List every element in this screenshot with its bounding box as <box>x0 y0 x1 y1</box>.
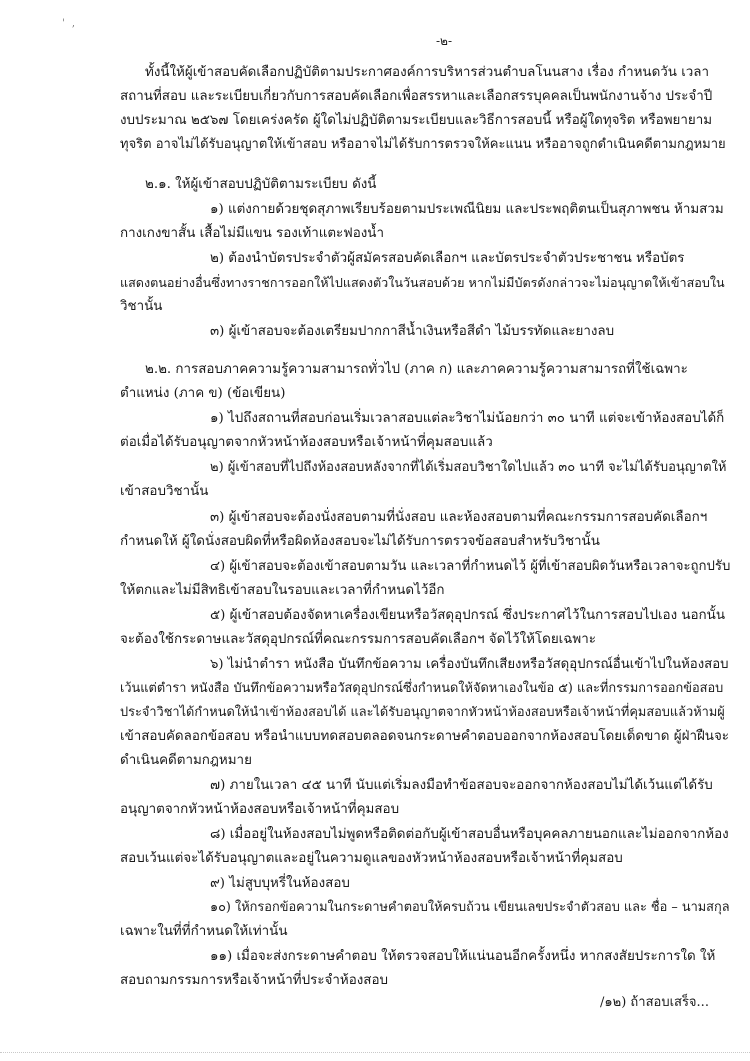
s22-line-15: ดำเนินคดีตามกฎหมาย <box>120 753 252 768</box>
s22-line-18: ๘) เมื่ออยู่ในห้องสอบไม่พูดหรือติดต่อกับผู้เข้าสอบอื่นหรือบุคคลภายนอกและไม่ออกจากห้อง <box>210 827 729 842</box>
s22-line-20: ๙) ไม่สูบบุหรี่ในห้องสอบ <box>210 876 350 891</box>
s22-line-12: เว้นแต่ตำรา หนังสือ บันทึกข้อความหรือวัสดุอุปกรณ์ซึ่งกำหนดให้จัดหาเองในข้อ ๕) และที่กรรมการออกข้อสอบ <box>120 681 724 696</box>
s22-line-22: เฉพาะในที่ที่กำหนดให้เท่านั้น <box>120 924 288 939</box>
s22-line-6: กำหนดให้ ผู้ใดนั่งสอบผิดที่หรือผิดห้องสอบจะไม่ได้รับการตรวจข้อสอบสำหรับวิชานั้น <box>120 534 600 549</box>
section-2-1-heading: ๒.๑. ให้ผู้เข้าสอบปฏิบัติตามระเบียบ ดังนี้ <box>145 177 377 192</box>
s22-line-14: เข้าสอบคัดลอกข้อสอบ หรือนำแบบทดสอบตลอดจนกระดาษคำตอบออกจากห้องสอบโดยเด็ดขาด ผู้ฝ่าฝืนจะ <box>120 729 729 744</box>
s22-line-21: ๑๐) ให้กรอกข้อความในกระดาษคำตอบให้ครบถ้วน เขียนเลขประจำตัวสอบ และ ชื่อ – นามสกุล <box>210 900 730 915</box>
s22-line-13: ประจำวิชาได้กำหนดให้นำเข้าห้องสอบได้ และได้รับอนุญาตจากหัวหน้าห้องสอบหรือเจ้าหน้าที่คุมสอบแล้วห้ามผู้ <box>120 705 725 720</box>
s22-line-24: สอบถามกรรมการหรือเจ้าหน้าที่ประจำห้องสอบ <box>120 973 389 988</box>
s22-line-19: สอบเว้นแต่จะได้รับอนุญาตและอยู่ในความดูแลของหัวหน้าห้องสอบหรือเจ้าหน้าที่คุมสอบ <box>120 851 623 866</box>
s21-item-2-line-1: ๒) ต้องนำบัตรประจำตัวผู้สมัครสอบคัดเลือกฯ และบัตรประจำตัวประชาชน หรือบัตร <box>210 251 685 266</box>
bottom-divider <box>0 1052 750 1053</box>
s22-line-7: ๔) ผู้เข้าสอบจะต้องเข้าสอบตามวัน และเวลาที่กำหนดไว้ ผู้ที่เข้าสอบผิดวันหรือเวลาจะถูกปรับ <box>210 559 731 574</box>
s22-line-1: ๑) ไปถึงสถานที่สอบก่อนเริ่มเวลาสอบแต่ละวิชาไม่น้อยกว่า ๓๐ นาที แต่จะเข้าห้องสอบได้ก็ <box>210 411 725 426</box>
s22-line-2: ต่อเมื่อได้รับอนุญาตจากหัวหน้าห้องสอบหรือเจ้าหน้าที่คุมสอบแล้ว <box>120 435 493 450</box>
s22-line-23: ๑๑) เมื่อจะส่งกระดาษคำตอบ ให้ตรวจสอบให้แน่นอนอีกครั้งหนึ่ง หากสงสัยประการใด ให้ <box>210 949 716 964</box>
s21-item-1-line-2: กางเกงขาสั้น เสื้อไม่มีแขน รองเท้าแตะฟองน้ำ <box>120 226 384 241</box>
continuation-note: /๑๒) ถ้าสอบเสร็จ... <box>600 995 709 1010</box>
s21-item-2-line-3: วิชานั้น <box>120 299 163 314</box>
s22-line-5: ๓) ผู้เข้าสอบจะต้องนั่งสอบตามที่นั่งสอบ และห้องสอบตามที่คณะกรรมการสอบคัดเลือกฯ <box>210 510 708 525</box>
s22-line-17: อนุญาตจากหัวหน้าห้องสอบหรือเจ้าหน้าที่คุมสอบ <box>120 802 400 817</box>
s21-item-2-line-2: แสดงตนอย่างอื่นซึ่งทางราชการออกให้ไปแสดงตัวในวันสอบด้วย หากไม่มีบัตรดังกล่าวจะไม่อนุญาตให้เข้าสอบใน <box>120 275 725 290</box>
s22-line-3: ๒) ผู้เข้าสอบที่ไปถึงห้องสอบหลังจากที่ได้เริ่มสอบวิชาใดไปแล้ว ๓๐ นาที จะไม่ได้รับอนุญาตให้ <box>210 460 727 475</box>
s22-line-16: ๗) ภายในเวลา ๔๕ นาที นับแต่เริ่มลงมือทำข้อสอบจะออกจากห้องสอบไม่ได้เว้นแต่ได้รับ <box>210 778 713 793</box>
intro-line-4: ทุจริต อาจไม่ได้รับอนุญาตให้เข้าสอบ หรืออาจไม่ได้รับการตรวจให้คะแนน หรืออาจถูกดำเนินคดีตามกฎหมาย <box>120 137 726 152</box>
intro-line-2: สถานที่สอบ และระเบียบเกี่ยวกับการสอบคัดเลือกเพื่อสรรหาและเลือกสรรบุคคลเป็นพนักงานจ้าง ประจำปี <box>120 89 713 104</box>
s22-line-10: จะต้องใช้กระดาษและวัสดุอุปกรณ์ที่คณะกรรมการสอบคัดเลือกฯ จัดไว้ให้โดยเฉพาะ <box>120 632 596 647</box>
s22-line-11: ๖) ไม่นำตำรา หนังสือ บันทึกข้อความ เครื่องบันทึกเสียงหรือวัสดุอุปกรณ์อื่นเข้าไปในห้องสอบ <box>210 657 729 672</box>
section-2-2-heading-line-2: ตำแหน่ง (ภาค ข) (ข้อเขียน) <box>120 386 286 401</box>
s22-line-4: เข้าสอบวิชานั้น <box>120 484 209 499</box>
intro-line-1: ทั้งนี้ให้ผู้เข้าสอบคัดเลือกปฏิบัติตามประกาศองค์การบริหารส่วนตำบลโนนสาง เรื่อง กำหนดวัน เวลา <box>145 65 710 80</box>
s21-item-1-line-1: ๑) แต่งกายด้วยชุดสุภาพเรียบร้อยตามประเพณีนิยม และประพฤติตนเป็นสุภาพชน ห้ามสวม <box>210 202 724 217</box>
s22-line-9: ๕) ผู้เข้าสอบต้องจัดหาเครื่องเขียนหรือวัสดุอุปกรณ์ ซึ่งประกาศไว้ในการสอบไปเอง นอกนั้น <box>210 608 725 623</box>
s21-item-3-line-1: ๓) ผู้เข้าสอบจะต้องเตรียมปากกาสีน้ำเงินหรือสีดำ ไม้บรรทัดและยางลบ <box>210 324 615 339</box>
section-2-2-heading-line-1: ๒.๒. การสอบภาคความรู้ความสามารถทั่วไป (ภาค ก) และภาคความรู้ความสามารถที่ใช้เฉพาะ <box>145 362 688 377</box>
corner-mark: ' , <box>62 18 78 29</box>
intro-line-3: งบประมาณ ๒๕๖๗ โดยเคร่งครัด ผู้ใดไม่ปฏิบัติตามระเบียบและวิธีการสอบนี้ หรือผู้ใดทุจริต หรือพยายาม <box>120 113 713 128</box>
page-number: -๒- <box>436 34 453 48</box>
s22-line-8: ให้ตกและไม่มีสิทธิเข้าสอบในรอบและเวลาที่กำหนดไว้อีก <box>120 583 445 598</box>
